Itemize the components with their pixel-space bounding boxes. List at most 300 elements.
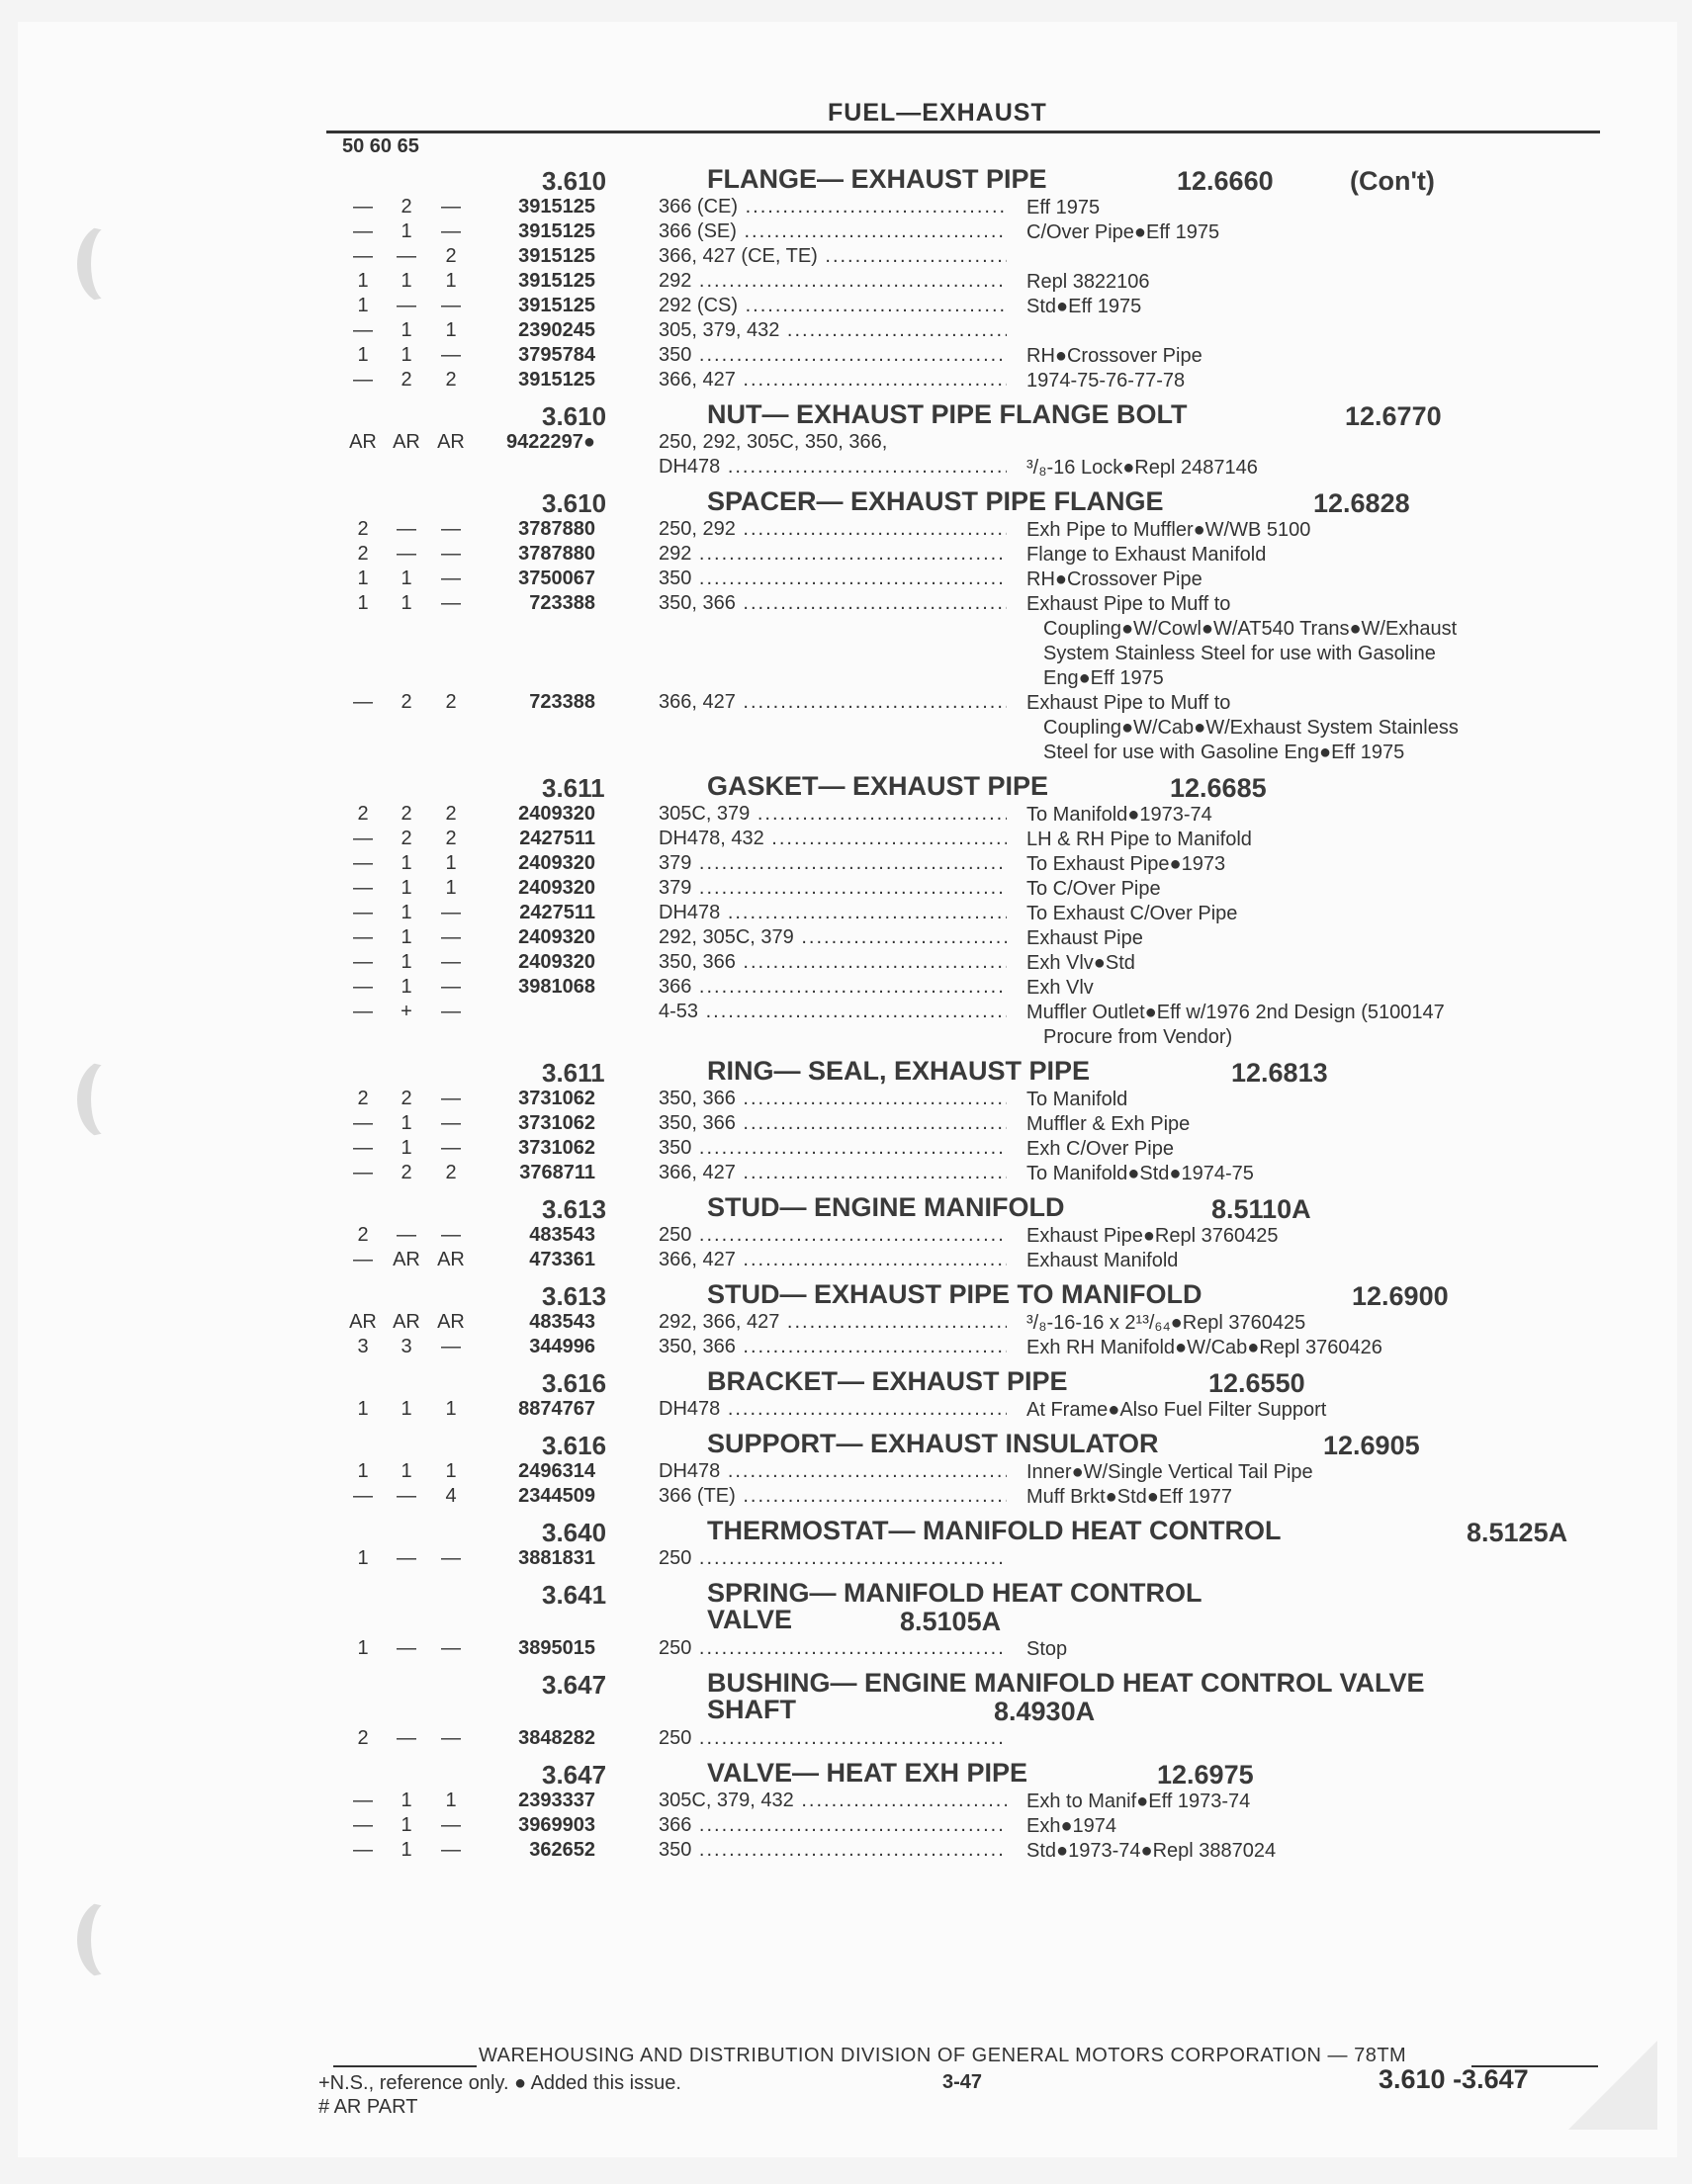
part-row xyxy=(0,1814,1692,1839)
model-list: 305C, 379 ..... xyxy=(659,803,1007,826)
model-list: 250 ..... xyxy=(659,1727,1007,1750)
description-continuation: Coupling●W/Cowl●W/AT540 Trans●W/Exhaust xyxy=(1043,618,1458,640)
section-header xyxy=(0,1756,1692,1790)
part-number: 3731062 xyxy=(518,1088,595,1109)
quantity-3: — xyxy=(441,1839,461,1861)
part-number: 2393337 xyxy=(518,1790,595,1811)
part-row xyxy=(0,902,1692,926)
section-title: STUD— EXHAUST PIPE TO MANIFOLD xyxy=(707,1279,1202,1309)
quantity-3: 2 xyxy=(445,245,457,267)
part-row xyxy=(0,1137,1692,1162)
part-number: 2496314 xyxy=(518,1460,595,1482)
part-row xyxy=(0,220,1692,245)
quantity-2: + xyxy=(401,1001,412,1022)
section-code: 3.647 xyxy=(542,1760,607,1790)
quantity-3: — xyxy=(441,951,461,973)
part-row xyxy=(0,1311,1692,1336)
part-description xyxy=(1026,270,1600,295)
part-number: 3848282 xyxy=(518,1727,595,1749)
section-continued: (Con't) xyxy=(1350,166,1435,196)
quantity-2: 2 xyxy=(401,1162,412,1183)
footer-rule-left xyxy=(333,2065,477,2067)
quantity-1: AR xyxy=(349,1311,377,1333)
model-list: 366 (CE) ..... xyxy=(659,196,1007,218)
part-description xyxy=(1026,691,1600,765)
quantity-2: 2 xyxy=(401,803,412,825)
model-list: 350, 366 ..... xyxy=(659,1336,1007,1358)
quantity-2: 1 xyxy=(401,1839,412,1861)
section-title: SUPPORT— EXHAUST INSULATOR xyxy=(707,1429,1159,1458)
model-list: 379 ..... xyxy=(659,877,1007,900)
part-row xyxy=(0,1460,1692,1485)
section-code: 3.613 xyxy=(542,1194,607,1224)
quantity-3: — xyxy=(441,902,461,923)
model-list: 379 ..... xyxy=(659,852,1007,875)
quantity-2: 1 xyxy=(401,877,412,899)
quantity-1: — xyxy=(353,926,373,948)
description-line: Exhaust Pipe to Muff to xyxy=(1026,692,1231,714)
description-line: Std●1973-74●Repl 3887024 xyxy=(1026,1840,1277,1862)
quantity-3: — xyxy=(441,295,461,316)
description-line: To Exhaust C/Over Pipe xyxy=(1026,903,1238,924)
part-row xyxy=(0,543,1692,568)
header-rule xyxy=(326,131,1600,133)
part-description xyxy=(1026,220,1600,245)
part-number: 3750067 xyxy=(518,568,595,589)
part-row xyxy=(0,828,1692,852)
section-reference: 12.6550 xyxy=(1208,1368,1305,1398)
part-number: 2409320 xyxy=(518,926,595,948)
description-line: Eff 1975 xyxy=(1026,197,1101,218)
part-row xyxy=(0,926,1692,951)
quantity-1: 1 xyxy=(357,592,369,614)
section-header xyxy=(0,1576,1692,1637)
section-reference: 12.6975 xyxy=(1157,1760,1254,1790)
quantity-1: — xyxy=(353,1137,373,1159)
quantity-1: 2 xyxy=(357,1088,369,1109)
part-row xyxy=(0,877,1692,902)
section-title: SPRING— MANIFOLD HEAT CONTROL VALVE xyxy=(707,1578,1202,1634)
quantity-2: 1 xyxy=(401,852,412,874)
quantity-3: — xyxy=(441,1224,461,1246)
quantity-2: 1 xyxy=(401,976,412,998)
description-line: Std●Eff 1975 xyxy=(1026,296,1142,317)
quantity-1: 1 xyxy=(357,568,369,589)
part-description xyxy=(1026,976,1600,1001)
section-header xyxy=(0,1666,1692,1727)
description-line: Exhaust Pipe xyxy=(1026,927,1143,949)
description-line: 1974-75-76-77-78 xyxy=(1026,370,1186,392)
part-row xyxy=(0,1336,1692,1360)
part-row xyxy=(0,245,1692,270)
model-list: 366, 427 ..... xyxy=(659,369,1007,392)
quantity-2: — xyxy=(397,518,416,540)
section-title: BRACKET— EXHAUST PIPE xyxy=(707,1366,1068,1396)
part-number: 2409320 xyxy=(518,951,595,973)
section-reference: 8.5110A xyxy=(1211,1194,1311,1224)
part-description xyxy=(1026,852,1600,877)
binder-hole-bottom xyxy=(77,1900,136,1979)
model-list: 350, 366 ..... xyxy=(659,951,1007,974)
part-description xyxy=(1026,1311,1600,1336)
part-description xyxy=(1026,456,1600,480)
part-row xyxy=(0,1790,1692,1814)
part-description xyxy=(1026,1336,1600,1360)
quantity-3: 2 xyxy=(445,803,457,825)
section-title: RING— SEAL, EXHAUST PIPE xyxy=(707,1056,1091,1086)
part-number: 2409320 xyxy=(518,803,595,825)
description-line: ³/₈-16 Lock●Repl 2487146 xyxy=(1026,457,1258,479)
quantity-3: 1 xyxy=(445,1790,457,1811)
part-row xyxy=(0,1224,1692,1249)
part-row xyxy=(0,951,1692,976)
description-line: Exhaust Pipe●Repl 3760425 xyxy=(1026,1225,1279,1247)
quantity-2: 1 xyxy=(401,1790,412,1811)
section-header xyxy=(0,1514,1692,1547)
quantity-3: 1 xyxy=(445,319,457,341)
quantity-2: 1 xyxy=(401,1398,412,1420)
part-row xyxy=(0,1088,1692,1112)
part-row xyxy=(0,1398,1692,1423)
section-header xyxy=(0,1054,1692,1088)
model-list: DH478, 432 ..... xyxy=(659,828,1007,850)
quantity-2: 1 xyxy=(401,1814,412,1836)
part-number: 2344509 xyxy=(518,1485,595,1507)
part-number: 362652 xyxy=(529,1839,595,1861)
footer-corporation: WAREHOUSING AND DISTRIBUTION DIVISION OF GENERAL MOTORS CORPORATION — 78TM xyxy=(479,2045,1407,2066)
part-row xyxy=(0,976,1692,1001)
quantity-3: 1 xyxy=(445,852,457,874)
description-line: LH & RH Pipe to Manifold xyxy=(1026,829,1252,850)
quantity-2: 1 xyxy=(401,1460,412,1482)
section-header xyxy=(0,1277,1692,1311)
quantity-3: — xyxy=(441,1001,461,1022)
quantity-1: 1 xyxy=(357,1637,369,1659)
description-line: Stop xyxy=(1026,1638,1068,1660)
model-list: 4-53 ..... xyxy=(659,1001,1007,1023)
part-description xyxy=(1026,196,1600,220)
model-list: DH478 ..... xyxy=(659,1398,1007,1421)
section-header xyxy=(0,484,1692,518)
section-code: 3.611 xyxy=(542,1058,605,1088)
part-number: 2409320 xyxy=(518,852,595,874)
part-description xyxy=(1026,1001,1600,1050)
section-header xyxy=(0,1427,1692,1460)
quantity-1: — xyxy=(353,1162,373,1183)
part-row xyxy=(0,1001,1692,1050)
quantity-3: — xyxy=(441,568,461,589)
part-number: 3731062 xyxy=(518,1137,595,1159)
quantity-1: 2 xyxy=(357,518,369,540)
part-row xyxy=(0,431,1692,456)
quantity-3: 1 xyxy=(445,270,457,292)
section-reference: 12.6905 xyxy=(1323,1431,1420,1460)
part-number: 344996 xyxy=(529,1336,595,1357)
quantity-2: — xyxy=(397,245,416,267)
model-list: 350 ..... xyxy=(659,344,1007,367)
part-description xyxy=(1026,369,1600,393)
model-list: 366 ..... xyxy=(659,1814,1007,1837)
quantity-2: 1 xyxy=(401,592,412,614)
model-list: 366, 427 ..... xyxy=(659,1162,1007,1184)
model-list: 250, 292, 305C, 350, 366, xyxy=(659,431,888,453)
part-description xyxy=(1026,1088,1600,1112)
part-number: 2427511 xyxy=(519,828,595,849)
description-line: Exh RH Manifold●W/Cab●Repl 3760426 xyxy=(1026,1337,1382,1358)
quantity-2: 2 xyxy=(401,828,412,849)
quantity-1: — xyxy=(353,902,373,923)
section-title: SPACER— EXHAUST PIPE FLANGE xyxy=(707,486,1164,516)
description-line: Exh C/Over Pipe xyxy=(1026,1138,1174,1160)
part-description xyxy=(1026,1814,1600,1839)
quantity-1: — xyxy=(353,369,373,391)
quantity-2: 1 xyxy=(401,220,412,242)
model-list: 366, 427 ..... xyxy=(659,691,1007,714)
part-row xyxy=(0,369,1692,393)
quantity-1: — xyxy=(353,1790,373,1811)
description-line: To Manifold●1973-74 xyxy=(1026,804,1212,826)
quantity-1: — xyxy=(353,877,373,899)
quantity-1: — xyxy=(353,1001,373,1022)
model-list: 250, 292 ..... xyxy=(659,518,1007,541)
quantity-1: — xyxy=(353,1839,373,1861)
quantity-3: — xyxy=(441,1336,461,1357)
part-number: 3915125 xyxy=(518,245,595,267)
quantity-3: — xyxy=(441,1112,461,1134)
part-row xyxy=(0,803,1692,828)
part-description xyxy=(1026,877,1600,902)
quantity-2: 2 xyxy=(401,1088,412,1109)
part-number: 3768711 xyxy=(519,1162,595,1183)
part-number: 2390245 xyxy=(518,319,595,341)
description-line: To Manifold●Std●1974-75 xyxy=(1026,1163,1254,1184)
model-list: 350, 366 ..... xyxy=(659,592,1007,615)
quantity-1: — xyxy=(353,220,373,242)
quantity-1: 2 xyxy=(357,543,369,565)
part-description xyxy=(1026,1460,1600,1485)
quantity-1: AR xyxy=(349,431,377,453)
part-number: 3787880 xyxy=(518,543,595,565)
model-list: DH478 ..... xyxy=(659,456,1007,479)
quantity-3: 1 xyxy=(445,1398,457,1420)
section-header xyxy=(0,769,1692,803)
quantity-3: AR xyxy=(437,431,465,453)
quantity-3: 2 xyxy=(445,369,457,391)
model-list: 366 (SE) ..... xyxy=(659,220,1007,243)
quantity-1: 2 xyxy=(357,803,369,825)
description-line: RH●Crossover Pipe xyxy=(1026,345,1202,367)
model-list: 292, 366, 427 ..... xyxy=(659,1311,1007,1334)
quantity-1: — xyxy=(353,1112,373,1134)
quantity-2: 1 xyxy=(401,1137,412,1159)
part-row xyxy=(0,1112,1692,1137)
part-row xyxy=(0,456,1692,480)
part-number: 2409320 xyxy=(518,877,595,899)
part-description xyxy=(1026,344,1600,369)
model-list: 350 ..... xyxy=(659,568,1007,590)
page-curl xyxy=(1568,2041,1657,2130)
section-code: 3.610 xyxy=(542,488,607,518)
model-list: 292 ..... xyxy=(659,270,1007,293)
part-number: 3915125 xyxy=(518,196,595,218)
description-line: Repl 3822106 xyxy=(1026,271,1150,293)
quantity-2: AR xyxy=(393,1249,420,1270)
quantity-2: 1 xyxy=(401,568,412,589)
quantity-3: — xyxy=(441,976,461,998)
model-list: 250 ..... xyxy=(659,1224,1007,1247)
part-description xyxy=(1026,902,1600,926)
model-list: 350, 366 ..... xyxy=(659,1088,1007,1110)
part-number: 3915125 xyxy=(518,220,595,242)
section-header xyxy=(0,162,1692,196)
section-header xyxy=(0,1190,1692,1224)
part-number: 483543 xyxy=(529,1311,595,1333)
quantity-2: 3 xyxy=(401,1336,412,1357)
quantity-3: — xyxy=(441,1637,461,1659)
description-line: RH●Crossover Pipe xyxy=(1026,568,1202,590)
quantity-3: — xyxy=(441,926,461,948)
model-list: 292 (CS) ..... xyxy=(659,295,1007,317)
part-row xyxy=(0,518,1692,543)
quantity-3: — xyxy=(441,592,461,614)
part-description xyxy=(1026,1398,1600,1423)
section-title: BUSHING— ENGINE MANIFOLD HEAT CONTROL VALVE SHAFT xyxy=(707,1668,1425,1724)
quantity-1: 3 xyxy=(357,1336,369,1357)
description-line: Exh●1974 xyxy=(1026,1815,1117,1837)
quantity-1: 1 xyxy=(357,1460,369,1482)
quantity-1: — xyxy=(353,1249,373,1270)
quantity-3: — xyxy=(441,518,461,540)
section-header xyxy=(0,397,1692,431)
quantity-3: — xyxy=(441,1088,461,1109)
quantity-2: — xyxy=(397,543,416,565)
quantity-1: — xyxy=(353,1485,373,1507)
section-title: VALVE— HEAT EXH PIPE xyxy=(707,1758,1028,1788)
description-line: Muff Brkt●Std●Eff 1977 xyxy=(1026,1486,1232,1508)
description-line: Exh Vlv xyxy=(1026,977,1094,999)
section-reference: 12.6770 xyxy=(1345,401,1442,431)
quantity-1: — xyxy=(353,691,373,713)
description-line: Muffler & Exh Pipe xyxy=(1026,1113,1191,1135)
quantity-3: 4 xyxy=(445,1485,457,1507)
quantity-1: — xyxy=(353,1814,373,1836)
description-line: Inner●W/Single Vertical Tail Pipe xyxy=(1026,1461,1313,1483)
section-code: 3.616 xyxy=(542,1431,607,1460)
part-description xyxy=(1026,1637,1600,1662)
model-list: 305C, 379, 432 ..... xyxy=(659,1790,1007,1812)
quantity-2: — xyxy=(397,1637,416,1659)
description-continuation: Procure from Vendor) xyxy=(1043,1026,1233,1048)
section-title: GASKET— EXHAUST PIPE xyxy=(707,771,1049,801)
section-title: THERMOSTAT— MANIFOLD HEAT CONTROL xyxy=(707,1516,1282,1545)
quantity-3: — xyxy=(441,1547,461,1569)
part-number: 3895015 xyxy=(518,1637,595,1659)
part-description xyxy=(1026,568,1600,592)
section-code: 3.610 xyxy=(542,166,607,196)
quantity-3: — xyxy=(441,1137,461,1159)
section-code: 3.611 xyxy=(542,773,605,803)
page-range: 3.610 -3.647 xyxy=(1379,2064,1529,2094)
section-reference: 8.5105A xyxy=(900,1607,1002,1636)
model-list: 350, 366 ..... xyxy=(659,1112,1007,1135)
part-description xyxy=(1026,295,1600,319)
page-number: 3-47 xyxy=(942,2071,983,2093)
quantity-3: 2 xyxy=(445,691,457,713)
page-title: FUEL—EXHAUST xyxy=(828,99,1047,127)
quantity-3: — xyxy=(441,196,461,218)
section-code: 3.610 xyxy=(542,401,607,431)
quantity-3: 1 xyxy=(445,1460,457,1482)
section-code: 3.647 xyxy=(542,1670,607,1700)
part-number: 483543 xyxy=(529,1224,595,1246)
model-list: 350 ..... xyxy=(659,1137,1007,1160)
part-number: 2427511 xyxy=(519,902,595,923)
year-column-headers: 50 60 65 xyxy=(342,135,419,157)
part-description xyxy=(1026,828,1600,852)
quantity-2: 1 xyxy=(401,1112,412,1134)
description-continuation: Steel for use with Gasoline Eng●Eff 1975 xyxy=(1043,742,1405,763)
part-row xyxy=(0,1547,1692,1572)
description-line: Exh to Manif●Eff 1973-74 xyxy=(1026,1791,1251,1812)
part-description xyxy=(1026,1162,1600,1186)
quantity-3: AR xyxy=(437,1249,465,1270)
part-description xyxy=(1026,1485,1600,1510)
quantity-3: 1 xyxy=(445,877,457,899)
section-reference: 12.6685 xyxy=(1170,773,1267,803)
part-number: 8874767 xyxy=(518,1398,595,1420)
section-code: 3.613 xyxy=(542,1281,607,1311)
part-number: 3881831 xyxy=(518,1547,595,1569)
model-list: 366, 427 ..... xyxy=(659,1249,1007,1271)
model-list: 250 ..... xyxy=(659,1637,1007,1660)
part-row xyxy=(0,1637,1692,1662)
part-row xyxy=(0,1485,1692,1510)
model-list: 250 ..... xyxy=(659,1547,1007,1570)
part-number: 3981068 xyxy=(518,976,595,998)
model-list: 292, 305C, 379 ..... xyxy=(659,926,1007,949)
part-number: 723388 xyxy=(529,592,595,614)
quantity-2: 1 xyxy=(401,926,412,948)
quantity-1: — xyxy=(353,951,373,973)
description-line: Exhaust Manifold xyxy=(1026,1250,1179,1271)
section-reference: 12.6900 xyxy=(1352,1281,1449,1311)
model-list: 366 (TE) ..... xyxy=(659,1485,1007,1508)
quantity-2: — xyxy=(397,1547,416,1569)
description-line: Muffler Outlet●Eff w/1976 2nd Design (5100147 xyxy=(1026,1002,1445,1023)
parts-list xyxy=(0,158,1692,1864)
quantity-1: 1 xyxy=(357,1547,369,1569)
quantity-3: — xyxy=(441,1727,461,1749)
part-number: 3731062 xyxy=(518,1112,595,1134)
part-row xyxy=(0,568,1692,592)
quantity-1: 1 xyxy=(357,344,369,366)
description-line: At Frame●Also Fuel Filter Support xyxy=(1026,1399,1327,1421)
description-line: ³/₈-16-16 x 2¹³/₆₄●Repl 3760425 xyxy=(1026,1312,1306,1334)
quantity-3: — xyxy=(441,220,461,242)
model-list: 366, 427 (CE, TE) ..... xyxy=(659,245,1007,268)
footer-note-ns: +N.S., reference only. ● Added this issue. xyxy=(318,2072,681,2094)
part-description xyxy=(1026,1790,1600,1814)
part-description xyxy=(1026,1137,1600,1162)
part-row xyxy=(0,319,1692,344)
model-list: DH478 ..... xyxy=(659,1460,1007,1483)
part-description xyxy=(1026,592,1600,691)
part-number: 723388 xyxy=(529,691,595,713)
quantity-2: 2 xyxy=(401,196,412,218)
description-line: Exhaust Pipe to Muff to xyxy=(1026,593,1231,615)
quantity-2: — xyxy=(397,1727,416,1749)
section-code: 3.616 xyxy=(542,1368,607,1398)
